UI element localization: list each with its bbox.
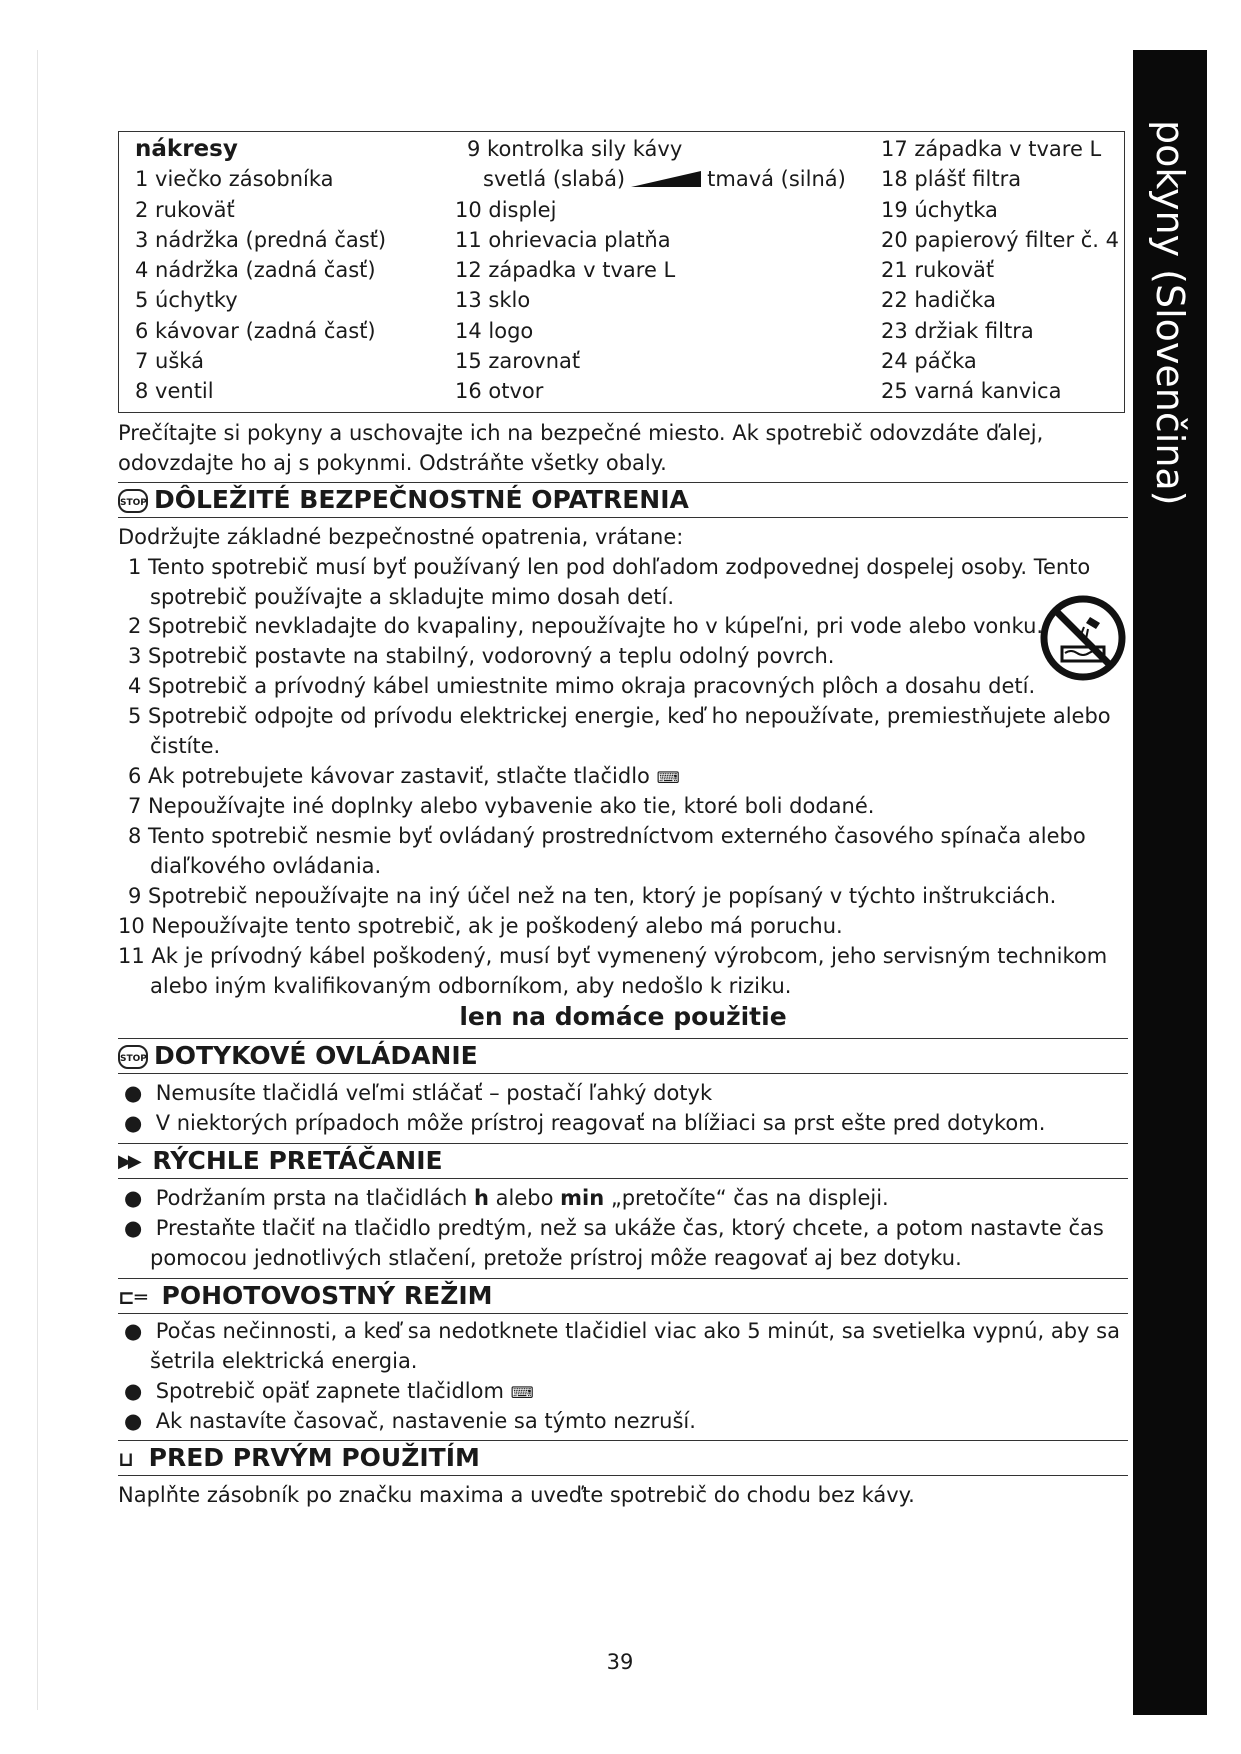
fast-text: „pretočíte“ čas na displeji. bbox=[604, 1186, 889, 1210]
page-number: 39 bbox=[606, 1650, 634, 1674]
strength-wedge-icon bbox=[631, 171, 701, 187]
parts-item: 2 rukoväť bbox=[135, 197, 235, 222]
parts-item: 10 displej bbox=[455, 197, 557, 222]
strength-dark-label: tmavá (silná) bbox=[707, 167, 846, 192]
touch-heading bbox=[118, 1038, 1128, 1074]
parts-item: 14 logo bbox=[455, 318, 534, 343]
safety-item: spotrebič používajte a skladujte mimo dosah detí. bbox=[150, 585, 675, 609]
safety-item: 10 Nepoužívajte tento spotrebič, ak je poškodený alebo má poruchu. bbox=[118, 914, 843, 938]
parts-item: 23 držiak filtra bbox=[881, 318, 1034, 343]
safety-item: čistíte. bbox=[150, 734, 221, 758]
parts-item: 6 kávovar (zadná časť) bbox=[135, 318, 376, 343]
safety-item bbox=[128, 761, 680, 793]
touch-item-text: Nemusíte tlačidlá veľmi stláčať – postačí ľahký dotyk bbox=[155, 1081, 713, 1105]
home-use-notice: len na domáce použitie bbox=[459, 1002, 787, 1031]
fast-item: ● Podržaním prsta na tlačidlách h alebo min „pretočíte“ čas na displeji. bbox=[124, 1186, 889, 1210]
safety-item-text: 6 Ak potrebujete kávovar zastaviť, stlačte tlačidlo bbox=[128, 764, 650, 788]
parts-item: 20 papierový filter č. 4 bbox=[881, 227, 1120, 252]
parts-item: 12 západka v tvare L bbox=[455, 258, 676, 283]
standby-heading bbox=[118, 1278, 1128, 1314]
parts-item: 15 zarovnať bbox=[455, 349, 581, 374]
parts-item: 25 varná kanvica bbox=[881, 379, 1062, 404]
standby-text: Ak nastavíte časovač, nastavenie sa týmto nezruší. bbox=[155, 1409, 696, 1433]
strength-scale bbox=[455, 164, 846, 194]
safety-item: 2 Spotrebič nevkladajte do kvapaliny, nepoužívajte ho v kúpeľni, pri vode alebo vonku. bbox=[128, 614, 1044, 638]
safety-item: alebo iným kvalifikovaným odborníkom, aby nedošlo k riziku. bbox=[150, 974, 792, 998]
safety-title: DÔLEŽITÉ BEZPEČNOSTNÉ OPATRENIA bbox=[154, 485, 689, 514]
parts-item: 9 kontrolka sily kávy bbox=[467, 137, 683, 161]
stop-icon: STOP bbox=[118, 489, 148, 513]
parts-item: 22 hadička bbox=[881, 288, 996, 313]
touch-item-text: V niektorých prípadoch môže prístroj reagovať na blížiaci sa prst ešte pred dotykom. bbox=[155, 1111, 1046, 1135]
safety-item: 4 Spotrebič a prívodný kábel umiestnite mimo okraja pracovných plôch a dosahu detí. bbox=[128, 674, 1036, 698]
intro-line: odovzdajte ho aj s pokynmi. Odstráňte všetky obaly. bbox=[118, 451, 667, 475]
safety-heading bbox=[118, 482, 1128, 518]
standby-item: ● Ak nastavíte časovač, nastavenie sa týmto nezruší. bbox=[124, 1409, 696, 1433]
parts-box bbox=[118, 131, 1125, 413]
safety-item: 11 Ak je prívodný kábel poškodený, musí byť vymenený výrobcom, jeho servisným technikom bbox=[118, 944, 1108, 968]
parts-item: 4 nádržka (zadná časť) bbox=[135, 258, 376, 283]
first-use-title: PRED PRVÝM POUŽITÍM bbox=[148, 1443, 480, 1472]
fast-text: alebo bbox=[488, 1186, 561, 1210]
parts-column-2 bbox=[455, 134, 846, 407]
standby-title: POHOTOVOSTNÝ REŽIM bbox=[161, 1281, 493, 1310]
safety-item: 5 Spotrebič odpojte od prívodu elektrickej energie, keď ho nepoužívate, premiestňujete alebo bbox=[128, 704, 1111, 728]
first-use-icon: ⊔ bbox=[118, 1447, 134, 1471]
standby-item-cont: šetrila elektrická energia. bbox=[150, 1349, 418, 1373]
fast-key-h: h bbox=[474, 1186, 489, 1210]
fast-item-cont: pomocou jednotlivých stlačení, pretože prístroj môže reagovať aj bez dotyku. bbox=[150, 1246, 962, 1270]
fast-heading bbox=[118, 1143, 1128, 1179]
no-water-icon bbox=[1040, 595, 1126, 681]
safety-lead: Dodržujte základné bezpečnostné opatrenia, vrátane: bbox=[118, 525, 684, 549]
touch-title: DOTYKOVÉ OVLÁDANIE bbox=[154, 1041, 478, 1070]
touch-item: ● Nemusíte tlačidlá veľmi stláčať – postačí ľahký dotyk bbox=[124, 1081, 713, 1105]
parts-item: 13 sklo bbox=[455, 288, 531, 313]
parts-item: 24 páčka bbox=[881, 349, 977, 374]
safety-item: 8 Tento spotrebič nesmie byť ovládaný prostredníctvom externého časového spínača alebo bbox=[128, 824, 1086, 848]
bed-icon: ⊏═ bbox=[118, 1285, 147, 1309]
parts-item: 5 úchytky bbox=[135, 288, 238, 313]
standby-item: ● Spotrebič opäť zapnete tlačidlom ⌨ bbox=[124, 1379, 534, 1403]
fast-item: ● Prestaňte tlačiť na tlačidlo predtým, než sa ukáže čas, ktorý chcete, a potom nastavte čas bbox=[124, 1216, 1104, 1240]
safety-item: diaľkového ovládania. bbox=[150, 854, 382, 878]
first-use-text: Naplňte zásobník po značku maxima a uveďte spotrebič do chodu bez kávy. bbox=[118, 1483, 915, 1507]
parts-title: nákresy bbox=[135, 136, 238, 162]
parts-item: 17 západka v tvare L bbox=[881, 137, 1102, 161]
brew-button-icon: ⌨ bbox=[510, 1383, 534, 1402]
fast-text: Prestaňte tlačiť na tlačidlo predtým, než sa ukáže čas, ktorý chcete, a potom nastavte čas bbox=[155, 1216, 1104, 1240]
fast-title: RÝCHLE PRETÁČANIE bbox=[152, 1146, 443, 1175]
safety-item: 7 Nepoužívajte iné doplnky alebo vybavenie ako tie, ktoré boli dodané. bbox=[128, 794, 875, 818]
parts-item: 11 ohrievacia platňa bbox=[455, 227, 671, 252]
parts-column-1 bbox=[135, 134, 386, 407]
standby-item: ● Počas nečinnosti, a keď sa nedotknete tlačidiel viac ako 5 minút, sa svetielka vypnú, aby sa bbox=[124, 1319, 1120, 1343]
parts-item: 7 ušká bbox=[135, 349, 204, 374]
page-edge-line bbox=[37, 50, 38, 1710]
parts-item: 21 rukoväť bbox=[881, 258, 995, 283]
fast-forward-icon: ▶▶ bbox=[118, 1151, 138, 1172]
parts-item: 1 viečko zásobníka bbox=[135, 167, 334, 192]
parts-item: 3 nádržka (predná časť) bbox=[135, 227, 387, 252]
fast-key-min: min bbox=[560, 1186, 605, 1210]
sidebar-label: pokyny (Slovenčina) bbox=[1148, 120, 1192, 506]
parts-column-3 bbox=[881, 134, 1119, 407]
parts-item: 16 otvor bbox=[455, 379, 544, 404]
strength-light-label: svetlá (slabá) bbox=[483, 167, 626, 192]
first-use-heading bbox=[118, 1440, 1128, 1476]
safety-item: 9 Spotrebič nepoužívajte na iný účel než na ten, ktorý je popísaný v týchto inštrukciách. bbox=[128, 884, 1057, 908]
parts-item: 8 ventil bbox=[135, 379, 214, 404]
brew-button-icon: ⌨ bbox=[656, 768, 680, 787]
stop-icon: STOP bbox=[118, 1045, 148, 1069]
touch-item: ● V niektorých prípadoch môže prístroj reagovať na blížiaci sa prst ešte pred dotykom. bbox=[124, 1111, 1046, 1135]
intro-line: Prečítajte si pokyny a uschovajte ich na bezpečné miesto. Ak spotrebič odovzdáte ďalej, bbox=[118, 421, 1044, 445]
fast-text: Podržaním prsta na tlačidlách bbox=[155, 1186, 474, 1210]
standby-text: Spotrebič opäť zapnete tlačidlom bbox=[155, 1379, 504, 1403]
safety-item: 3 Spotrebič postavte na stabilný, vodorovný a teplu odolný povrch. bbox=[128, 644, 835, 668]
safety-item: 1 Tento spotrebič musí byť používaný len pod dohľadom zodpovednej dospelej osoby. Tento bbox=[128, 555, 1091, 579]
parts-item: 19 úchytka bbox=[881, 197, 998, 222]
standby-text: Počas nečinnosti, a keď sa nedotknete tlačidiel viac ako 5 minút, sa svetielka vypnú, aby sa bbox=[155, 1319, 1120, 1343]
parts-item: 18 plášť filtra bbox=[881, 167, 1022, 192]
